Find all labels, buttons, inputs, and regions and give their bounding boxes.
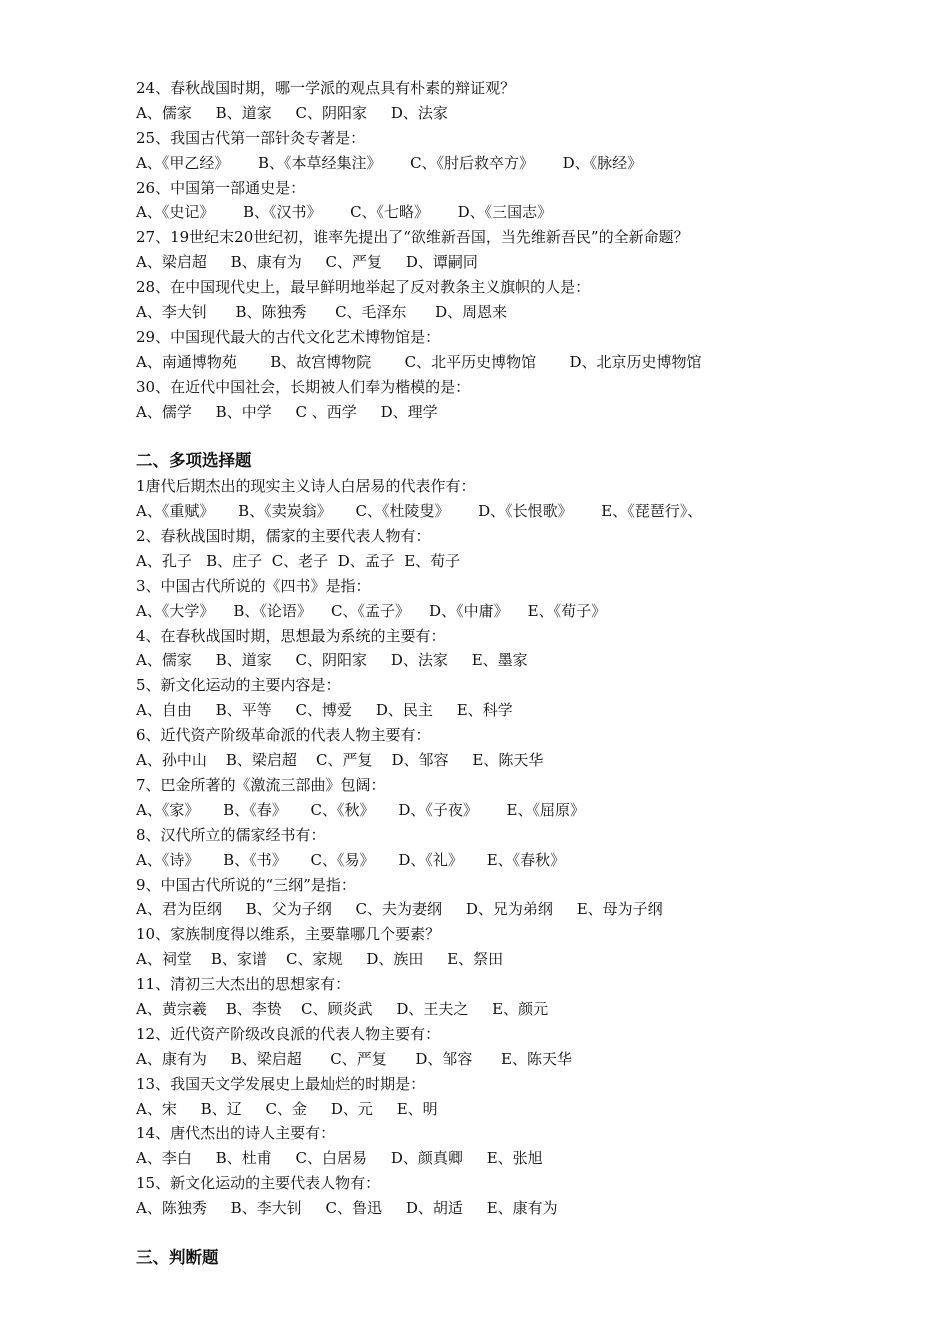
mc-options-14: A、李白 B、杜甫 C、白居易 D、颜真卿 E、张旭 xyxy=(136,1149,543,1168)
mc-options-9: A、君为臣纲 B、父为子纲 C、夫为妻纲 D、兄为弟纲 E、母为子纲 xyxy=(136,900,663,919)
mc-question-6: 6、近代资产阶级革命派的代表人物主要有： xyxy=(136,726,431,745)
mc-options-15: A、陈独秀 B、李大钊 C、鲁迅 D、胡适 E、康有为 xyxy=(136,1199,558,1218)
question-24: 24、春秋战国时期，哪一学派的观点具有朴素的辩证观？ xyxy=(136,79,516,97)
mc-question-2: 2、春秋战国时期，儒家的主要代表人物有： xyxy=(136,527,431,546)
mc-question-1: 1唐代后期杰出的现实主义诗人白居易的代表作有： xyxy=(136,477,476,496)
mc-options-1: A、《重赋》 B、《卖炭翁》 C、《杜陵叟》 D、《长恨歌》 E、《琵琶行》、 xyxy=(136,502,703,521)
section-gap xyxy=(136,424,836,449)
options-29: A、南通博物苑 B、故宫博物院 C、北平历史博物馆 D、北京历史博物馆 xyxy=(136,352,702,371)
mc-question-4: 4、在春秋战国时期，思想最为系统的主要有： xyxy=(136,626,446,645)
mc-options-8: A、《诗》 B、《书》 C、《易》 D、《礼》 E、《春秋》 xyxy=(136,850,566,869)
mc-question-5: 5、新文化运动的主要内容是： xyxy=(136,676,341,695)
section-heading-multiple-choice: 二、多项选择题 xyxy=(136,451,252,471)
mc-question-14: 14、唐代杰出的诗人主要有： xyxy=(136,1124,336,1143)
mc-options-4: A、儒家 B、道家 C、阴阳家 D、法家 E、墨家 xyxy=(136,651,528,670)
mc-question-12: 12、近代资产阶级改良派的代表人物主要有： xyxy=(136,1024,441,1043)
section-heading-true-false: 三、判断题 xyxy=(136,1247,219,1267)
options-24: A、儒家 B、道家 C、阴阳家 D、法家 xyxy=(136,103,448,122)
mc-question-11: 11、清初三大杰出的思想家有： xyxy=(136,975,351,994)
mc-options-3: A、《大学》 B、《论语》 C、《孟子》 D、《中庸》 E、《荀子》 xyxy=(136,601,607,620)
document-body xyxy=(136,76,836,1271)
mc-options-12: A、康有为 B、梁启超 C、严复 D、邹容 E、陈天华 xyxy=(136,1049,572,1068)
question-30: 30、在近代中国社会，长期被人们奉为楷模的是： xyxy=(136,377,471,396)
mc-question-13: 13、我国天文学发展史上最灿烂的时期是： xyxy=(136,1074,426,1093)
options-27: A、梁启超 B、康有为 C、严复 D、谭嗣同 xyxy=(136,253,478,272)
mc-options-13: A、宋 B、辽 C、金 D、元 E、明 xyxy=(136,1099,438,1118)
mc-question-9: 9、中国古代所说的“三纲”是指： xyxy=(136,875,356,894)
section-gap xyxy=(136,1221,836,1246)
options-26: A、《史记》 B、《汉书》 C、《七略》 D、《三国志》 xyxy=(136,203,553,222)
mc-options-2: A、孔子 B、庄子 C、老子 D、孟子 E、荀子 xyxy=(136,551,461,570)
mc-question-3: 3、中国古代所说的《四书》是指： xyxy=(136,576,371,595)
question-28: 28、在中国现代史上，最早鲜明地举起了反对教条主义旗帜的人是： xyxy=(136,278,591,297)
options-30: A、儒学 B、中学 C 、西学 D、理学 xyxy=(136,402,438,421)
options-25: A、《甲乙经》 B、《本草经集注》 C、《肘后救卒方》 D、《脉经》 xyxy=(136,153,643,172)
mc-question-7: 7、巴金所著的《激流三部曲》包阔： xyxy=(136,775,386,794)
mc-question-8: 8、汉代所立的儒家经书有： xyxy=(136,825,326,844)
question-27: 27、19世纪末20世纪初，谁率先提出了“欲维新吾国，当先维新吾民”的全新命题？ xyxy=(136,228,689,247)
mc-options-7: A、《家》 B、《春》 C、《秋》 D、《子夜》 E、《屈原》 xyxy=(136,800,585,819)
question-26: 26、中国第一部通史是： xyxy=(136,178,306,197)
mc-question-10: 10、家族制度得以维系，主要靠哪几个要素？ xyxy=(136,925,441,944)
mc-options-6: A、孙中山 B、梁启超 C、严复 D、邹容 E、陈天华 xyxy=(136,751,544,770)
options-28: A、李大钊 B、陈独秀 C、毛泽东 D、周恩来 xyxy=(136,303,508,322)
mc-options-10: A、祠堂 B、家谱 C、家规 D、族田 E、祭田 xyxy=(136,950,504,969)
question-29: 29、中国现代最大的古代文化艺术博物馆是： xyxy=(136,327,441,346)
mc-question-15: 15、新文化运动的主要代表人物有： xyxy=(136,1174,381,1193)
mc-options-5: A、自由 B、平等 C、博爱 D、民主 E、科学 xyxy=(136,701,513,720)
mc-options-11: A、黄宗羲 B、李贽 C、顾炎武 D、王夫之 E、颜元 xyxy=(136,999,549,1018)
question-25: 25、我国古代第一部针灸专著是： xyxy=(136,128,366,147)
